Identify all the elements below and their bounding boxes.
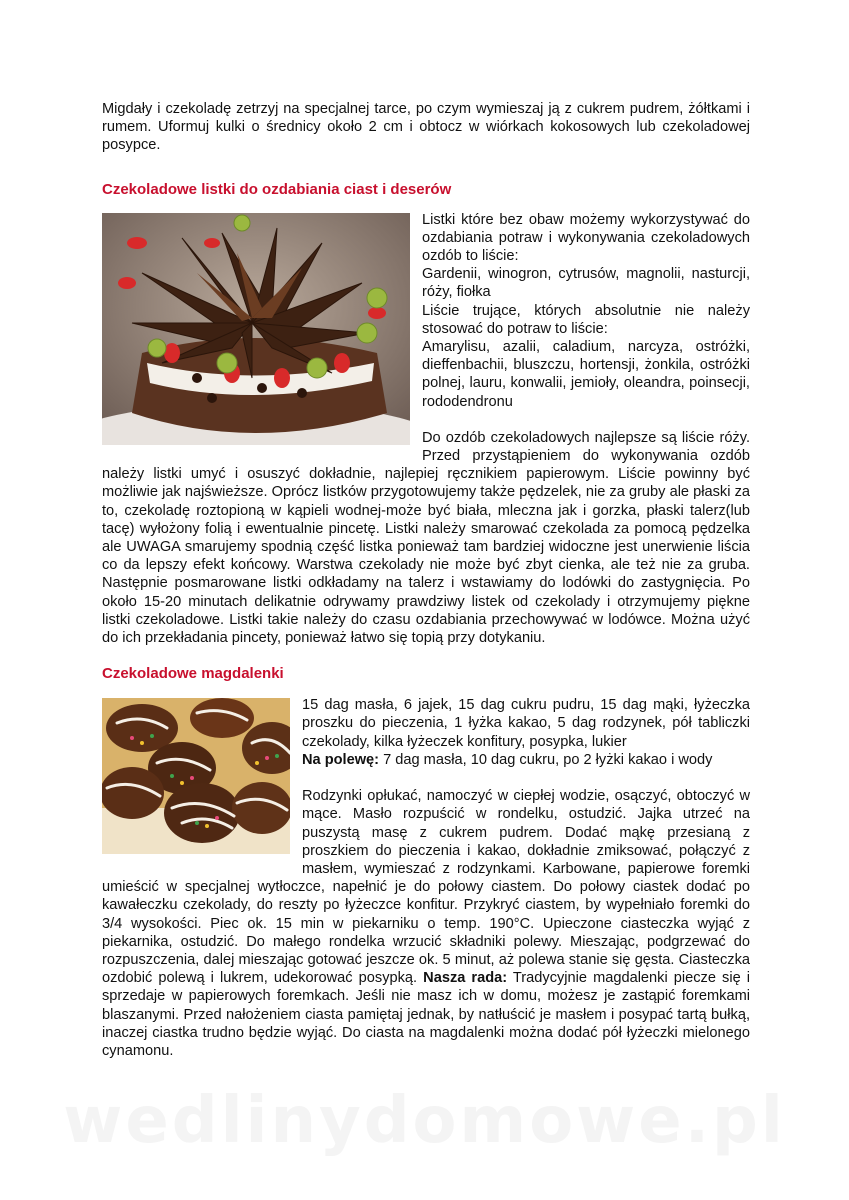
tip-label: Nasza rada: <box>423 970 508 987</box>
chocolate-leaves-instructions: Do ozdób czekoladowych najlepsze są liście róży. Przed przystąpieniem do wykonywania ozdób należy listki umyć i osuszyć dokładnie, najlepiej ręcznikiem papierowym. Liście powinny być możliwie jak najświeższe. Oprócz listków przygotowujemy także pędzelek, nie za gruby ale płaski za to, czekoladę roztopioną w kąpieli wodnej-może być biała, mleczna jak i gorzka, płaski talerz(lub tacę) wyłożony folią i ewentualnie pincetę. Listki należy smarować czekolada za pomocą pędzelka ale UWAGA smarujemy spodnią część listka ponieważ tam bardziej widoczne jest unerwienie liścia co da lepszy efekt końcowy. Warstwa czekolady nie może być zbyt cienka, ale też nie za gruba. Następnie posmarowane listki odkładamy na talerz i wstawiamy do lodówki do zastygnięcia. Po około 15-20 minutach delikatnie odrywamy prawdziwy listek od czekolady i otrzymujemy piękne listki czekoladowe. Listki takie należy do czasu ozdabiania przechowywać w lodówce. Można użyć do ich przekładania pincety, ponieważ łatwo się topią przy dotykaniu. <box>102 429 750 647</box>
document-page <box>102 100 750 1060</box>
safe-leaves-list: Gardenii, winogron, cytrusów, magnolii, nasturcji, róży, fiołka <box>422 266 750 301</box>
section-magdalenki <box>102 647 750 1060</box>
toxic-leaves-list: Amarylisu, azalii, caladium, narcyza, ostróżki, dieffenbachii, bluszczu, hortensji, żonkila, ostróżki polnej, lauru, konwalii, jemioły, oleandra, poinsecji, rododendronu <box>422 339 750 410</box>
magdalenki-ingredients: 15 dag masła, 6 jajek, 15 dag cukru pudru, 15 dag mąki, łyżeczka proszku do pieczenia, 1 łyżka kakao, 5 dag rodzynek, pół tabliczki czekolady, kilka łyżeczek konfitury, posypka, lukier <box>302 697 750 750</box>
magdalenki-muffins-photo <box>102 698 290 854</box>
toxic-leaves-intro: Liście trujące, których absolutnie nie należy stosować do potraw to liście: <box>422 302 750 337</box>
section-title-chocolate-leaves: Czekoladowe listki do ozdabiania ciast i deserów <box>102 180 452 198</box>
glaze-label: Na polewę: <box>302 751 380 768</box>
chocolate-leaves-cake-photo <box>102 213 410 445</box>
safe-leaves-intro: Listki które bez obaw możemy wykorzystywać do ozdabiania potraw i wykonywania czekoladowych ozdób to liście: <box>422 211 750 265</box>
tip-text: Tradycyjnie magdalenki piecze się i sprzedaje w papierowych foremkach. Jeśli nie masz ich w domu, możesz je zastąpić foremkami blaszanymi. Przed nałożeniem ciasta pamiętaj jednak, by natłuścić je masłem i posypać tartą bułką, inaczej ciastka trudno będzie wyjąć. Do ciasta na magdalenki można dodać pół łyżeczki mielonego cynamonu. <box>102 970 750 1059</box>
glaze-text: 7 dag masła, 10 dag cukru, po 2 łyżki kakao i wody <box>379 751 713 768</box>
method-text: Rodzynki opłukać, namoczyć w ciepłej wodzie, osączyć, obtoczyć w mące. Masło rozpuścić w rondelku, ostudzić. Jajka utrzeć na puszystą masę z cukrem pudrem. Dodać mąkę przesianą z proszkiem do pieczenia i kakao, dokładnie zmiksować, połączyć z masłem, wymieszać z rodzynkami. Karbowane, papierowe foremki umieścić w specjalnej wytłoczce, napełnić je do połowy ciastem. Do połowy ciastek dodać po kawałeczku czekolady, do reszty po łyżeczce konfitur. Przykryć ciastem, by wypełniało foremki do 3/4 wysokości. Piec ok. 15 min w piekarniku o temp. 190°C. Upieczone ciasteczka wyjąć z piekarnika, ostudzić. Do małego rondelka wrzucić składniki polewy. Mieszając, podgrzewać do rozpuszczenia, dalej mieszając gotować jeszcze ok. 5 minut, aż polewa stanie się gęsta. Ciasteczka ozdobić polewą i lukrem, udekorować posypką. <box>102 788 750 987</box>
watermark: wedlinydomowe.pl <box>63 1084 786 1158</box>
intro-paragraph: Migdały i czekoladę zetrzyj na specjalnej tarce, po czym wymieszaj ją z cukrem pudrem, żółtkami i rumem. Uformuj kulki o średnicy około 2 cm i obtocz w wiórkach kokosowych lub czekoladowej posypce. <box>102 101 750 154</box>
section-title-magdalenki: Czekoladowe magdalenki <box>102 665 284 683</box>
